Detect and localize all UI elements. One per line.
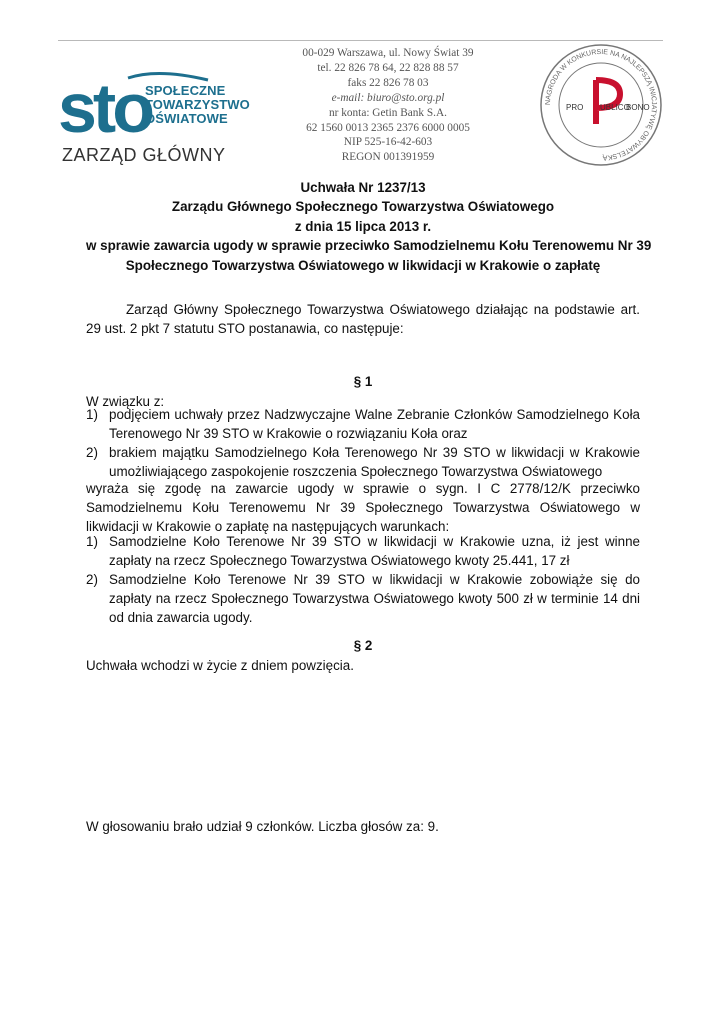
seal-bono-text: BONO — [626, 103, 650, 112]
contact-fax: faks 22 826 78 03 — [347, 76, 429, 89]
section-1-conditions — [86, 532, 640, 627]
contact-block — [283, 46, 493, 165]
logo-org-name: SPOŁECZNE TOWARZYSTWO OŚWIATOWE — [145, 83, 250, 126]
section-1-reasons — [86, 405, 640, 481]
header-rule — [58, 40, 663, 41]
list-item: 1) Samodzielne Koło Terenowe Nr 39 STO w likwidacji w Krakowie uzna, iż jest winne zapłaty na rzecz Społecznego Towarzystwa Oświatowego kwoty 25.441, 17 zł — [86, 534, 640, 568]
contact-address: 00-029 Warszawa, ul. Nowy Świat 39 — [302, 47, 474, 59]
section-1-mark: § 1 — [353, 374, 373, 389]
contact-bank: nr konta: Getin Bank S.A. — [329, 106, 447, 119]
contact-regon: REGON 001391959 — [341, 151, 435, 164]
seal-pro-text: PRO — [566, 103, 584, 112]
letterhead — [58, 42, 663, 172]
title-issuer: Zarządu Głównego Społecznego Towarzystwa Oświatowego — [171, 199, 555, 215]
section-1-decision: wyraża się zgodę na zawarcie ugody w sprawie o sygn. I C 2778/12/K przeciwko Samodzielnemu Kołu Terenowemu Nr 39 Społecznego Towarzystwa Oświatowego w likwidacji w Krakowie o zapłatę na następujących warunkach: — [86, 481, 640, 534]
resolution-title — [86, 178, 652, 275]
seal-p-mark — [596, 80, 620, 124]
list-item: 2) Samodzielne Koło Terenowe Nr 39 STO w likwidacji w Krakowie zobowiąże się do zapłaty na rzecz Społecznego Towarzystwa Oświatowego kwoty 500 zł w terminie 14 dni od dnia zawarcia ugody. — [86, 572, 640, 625]
list-item: 2) brakiem majątku Samodzielnego Koła Terenowego Nr 39 STO w likwidacji w Krakowie umożliwiającego zaspokojenie roszczenia Społecznego Towarzystwa Oświatowego — [86, 445, 640, 479]
section-2-text: Uchwała wchodzi w życie z dniem powzięcia. — [86, 658, 354, 673]
section-2-mark: § 2 — [353, 638, 373, 653]
title-subject-2: Społecznego Towarzystwa Oświatowego w likwidacji w Krakowie o zapłatę — [125, 257, 601, 273]
section-1-lead: W związku z: — [86, 394, 165, 409]
pro-publico-bono-seal — [538, 42, 664, 168]
contact-email: e-mail: biuro@sto.org.pl — [331, 91, 445, 104]
seal-publico-text: UBLICO — [600, 103, 630, 112]
contact-phone: tel. 22 826 78 64, 22 828 88 57 — [317, 61, 459, 74]
title-number: Uchwała Nr 1237/13 — [300, 180, 426, 195]
logo-letters: sto — [58, 69, 151, 147]
sto-logo — [58, 50, 278, 168]
title-subject-1: w sprawie zawarcia ugody w sprawie przeciwko Samodzielnemu Kołu Terenowemu Nr 39 — [86, 238, 652, 254]
list-item: 1) podjęciem uchwały przez Nadzwyczajne Walne Zebranie Członków Samodzielnego Koła Terenowego Nr 39 STO w Krakowie o rozwiązaniu Koła oraz — [86, 407, 640, 441]
contact-nip: NIP 525-16-42-603 — [343, 136, 433, 149]
logo-subtitle: ZARZĄD GŁÓWNY — [62, 145, 226, 165]
vote-result: W głosowaniu brało udział 9 członków. Liczba głosów za: 9. — [86, 819, 439, 834]
title-date: z dnia 15 lipca 2013 r. — [294, 218, 432, 234]
seal-ring-text: NAGRODA W KONKURSIE NA NAJLEPSZĄ INICJATYWĘ OBYWATELSKĄ — [544, 48, 658, 162]
intro-paragraph: Zarząd Główny Społecznego Towarzystwa Oświatowego działając na podstawie art. 29 ust. 2 pkt 7 statutu STO postanawia, co następuje: — [86, 302, 640, 336]
contact-account: 62 1560 0013 2365 2376 6000 0005 — [306, 121, 470, 134]
